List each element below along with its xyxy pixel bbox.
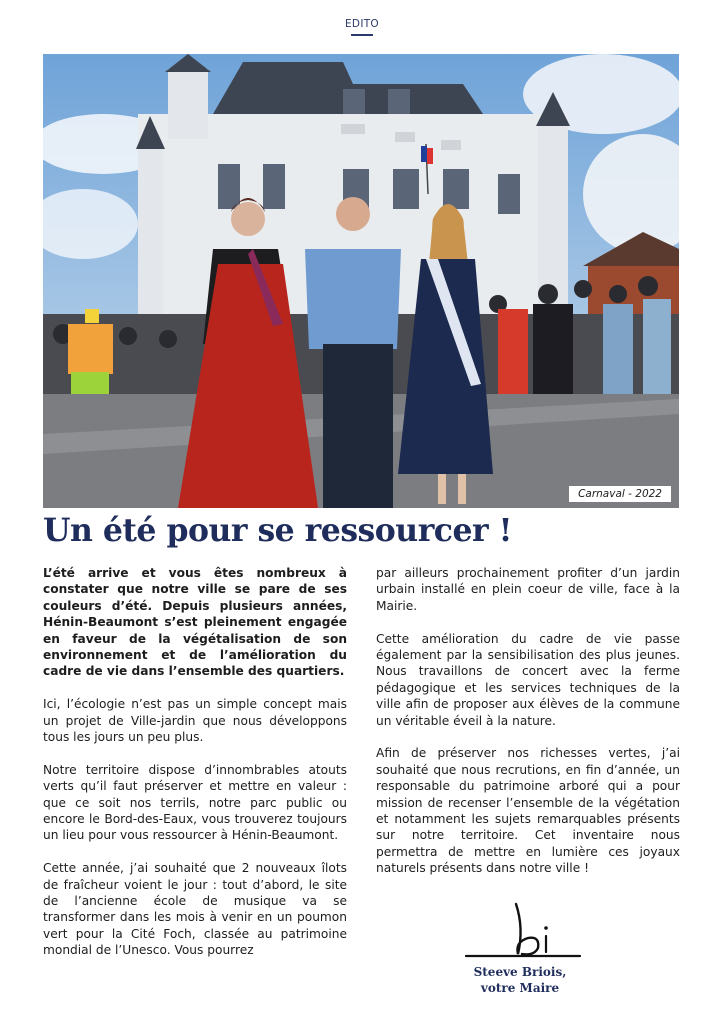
article-column-right [376, 565, 680, 893]
article-column-left [43, 565, 347, 975]
article-title: Un été pour se ressourcer ! [43, 512, 512, 549]
body-paragraph: Cette année, j’ai souhaité que 2 nouveaux îlots de fraîcheur voient le jour : tout d’abord, le site de l’ancienne école de musique va se transformer dans les mois à venir en un poumon vert pour la Cité Foch, classée au patrimoine mondial de l’Unesco. Vous pourrez [43, 861, 347, 958]
town-hall-illustration [43, 54, 679, 508]
mayor-role: votre Maire [480, 981, 560, 995]
section-divider [351, 34, 373, 36]
lead-paragraph: L’été arrive et vous êtes nombreux à constater que notre ville se pare de ses couleurs d’été. Depuis plusieurs années, Hénin-Beaumont s’est pleinement engagée en faveur de la végétalisation de son environnement et de l’amélioration du cadre de vie dans l’ensemble des quartiers. [43, 566, 347, 679]
signature-block [440, 964, 600, 996]
handwritten-signature [460, 898, 590, 964]
body-paragraph: Afin de préserver nos richesses vertes, j’ai souhaité que nous recrutions, en fin d’année, un responsable du patrimoine arboré qui a pour mission de recenser l’ensemble de la végétation et notamment les sujets remarquables présents sur notre territoire. Cet inventaire nous permettra de mettre en lumière ces joyaux naturels présents dans notre ville ! [376, 746, 680, 876]
photo-caption: Carnaval - 2022 [569, 486, 671, 502]
body-paragraph: par ailleurs prochainement profiter d’un jardin urbain installé en plein coeur de ville, face à la Mairie. [376, 566, 680, 613]
body-paragraph: Ici, l’écologie n’est pas un simple concept mais un projet de Ville-jardin que nous développons tous les jours un peu plus. [43, 697, 347, 745]
body-paragraph: Cette amélioration du cadre de vie passe également par la sensibilisation des plus jeunes. Nous travaillons de concert avec la ferme pédagogique et les services techniques de la ville afin de proposer aux élèves de la commune un véritable éveil à la nature. [376, 631, 680, 728]
mayor-name: Steeve Briois, [473, 965, 567, 979]
body-paragraph: Notre territoire dispose d’innombrables atouts verts qu’il faut préserver et mettre en valeur : que ce soit nos terrils, notre parc public ou encore le Bord-des-Eaux, vous trouverez toujours un lieu pour vous ressourcer à Hénin-Beaumont. [43, 762, 347, 843]
carnival-photo [43, 54, 679, 508]
section-label: EDITO [345, 18, 379, 30]
